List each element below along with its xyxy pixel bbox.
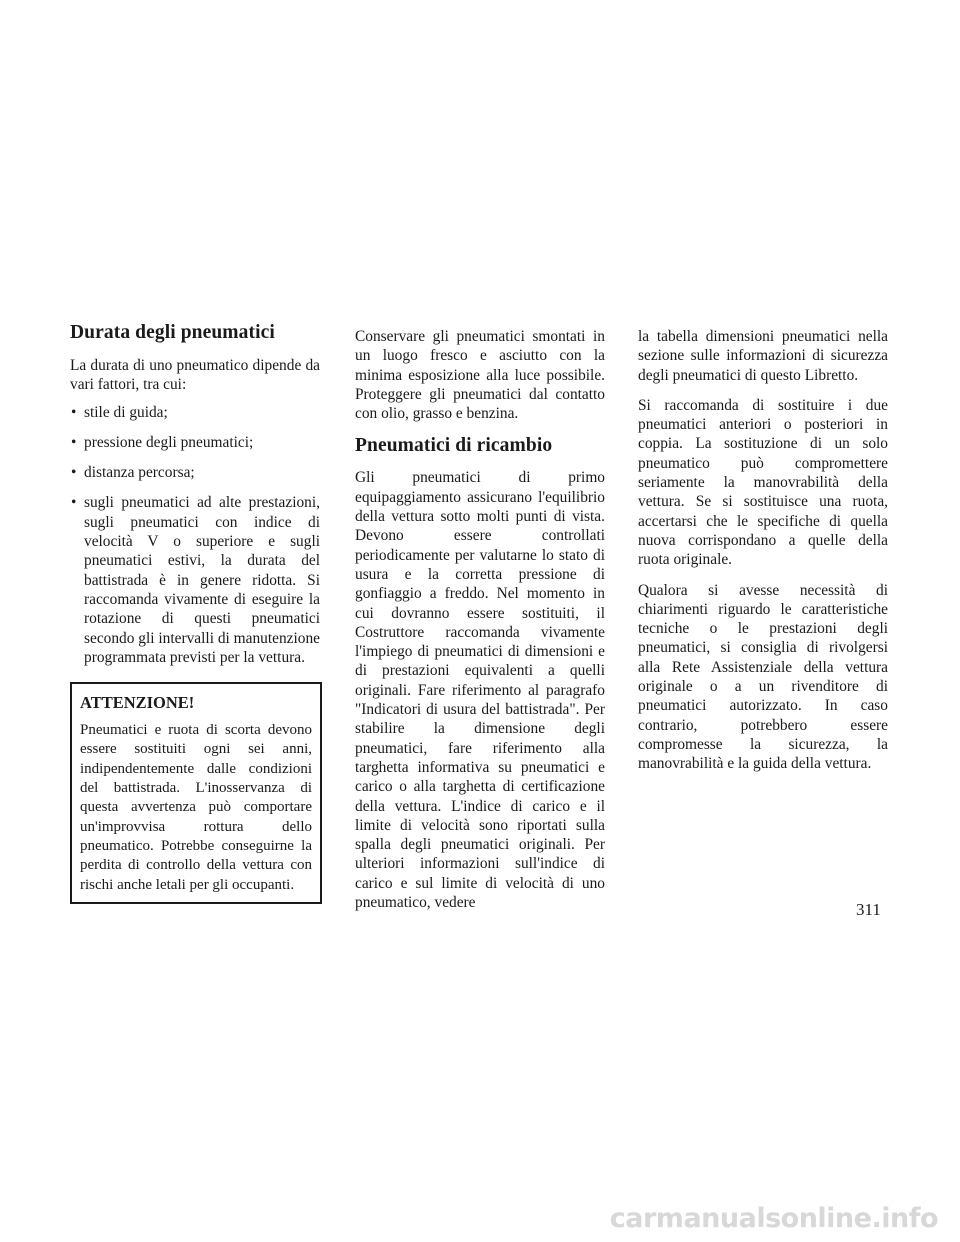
column-right — [638, 327, 888, 785]
warning-title: ATTENZIONE! — [80, 693, 195, 713]
warning-text: Pneumatici e ruota di scorta devono essere sostituiti ogni sei anni, indipendentemente dalle condizioni del battistrada. L'inosservanza di questa avvertenza può comportare un'improvvisa rottura dello pneumatico. Potrebbe conseguirne la perdita di controllo della vettura con rischi anche letali per gli occupanti. — [80, 722, 312, 893]
list-item: • stile di guida; — [70, 403, 320, 422]
column-left — [70, 322, 320, 904]
storage-paragraph: Conservare gli pneumatici smontati in un luogo fresco e asciutto con la minima esposizione alla luce possibile. Proteggere gli pneumatici dal contatto con olio, grasso e benzina. — [355, 328, 605, 423]
page-number: 311 — [856, 900, 881, 919]
section-title-durata: Durata degli pneumatici — [70, 322, 275, 343]
list-item: • distanza percorsa; — [70, 463, 320, 482]
intro-paragraph: La durata di uno pneumatico dipende da vari fattori, tra cui: — [70, 357, 320, 394]
column-middle — [355, 327, 605, 923]
continuation-paragraph: la tabella dimensioni pneumatici nella sezione sulle informazioni di sicurezza degli pneumatici di questo Libretto. — [638, 328, 888, 384]
warning-box — [70, 682, 322, 904]
list-item: • sugli pneumatici ad alte prestazioni, sugli pneumatici con indice di velocità V o superiore e sugli pneumatici estivi, la durata del battistrada è in genere ridotta. Si raccomanda vivamente di eseguire la rotazione di questi pneumatici secondo gli intervalli di manutenzione programmata previsti per la vettura. — [70, 493, 320, 667]
factor-list — [70, 403, 320, 668]
replacement-paragraph: Gli pneumatici di primo equipaggiamento assicurano l'equilibrio della vettura sotto molti punti di vista. Devono essere controllati periodicamente per valutarne lo stato di usura e la corretta pressione di gonfiaggio a freddo. Nel momento in cui dovranno essere sostituiti, il Costruttore raccomanda vivamente l'impiego di pneumatici di dimensioni e di prestazioni equivalenti a quelli originali. Fare riferimento al paragrafo "Indicatori di usura del battistrada". Per stabilire la dimensione degli pneumatici, fare riferimento alla targhetta informativa su pneumatici e carico o alla targhetta di certificazione della vettura. L'indice di carico e il limite di velocità sono riportati sulla spalla degli pneumatici originali. Per ulteriori informazioni sull'indice di carico e sul limite di velocità di uno pneumatico, vedere — [355, 469, 605, 912]
assistance-paragraph: Qualora si avesse necessità di chiarimenti riguardo le caratteristiche tecniche o le prestazioni degli pneumatici, si consiglia di rivolgersi alla Rete Assistenziale della vettura originale o a un rivenditore di pneumatici autorizzato. In caso contrario, potrebbero essere compromesse la sicurezza, la manovrabilità e la guida della vettura. — [638, 581, 888, 773]
section-title-ricambio: Pneumatici di ricambio — [355, 435, 553, 457]
watermark: carmanualsonline.info — [609, 1203, 938, 1234]
list-item: • pressione degli pneumatici; — [70, 433, 320, 452]
pair-replacement-paragraph: Si raccomanda di sostituire i due pneumatici anteriori o posteriori in coppia. La sostituzione di un solo pneumatico può compromettere seriamente la manovrabilità della vettura. Se si sostituisce una ruota, accertarsi che le specifiche di quella nuova corrispondano a quelle della ruota originale. — [638, 396, 888, 569]
